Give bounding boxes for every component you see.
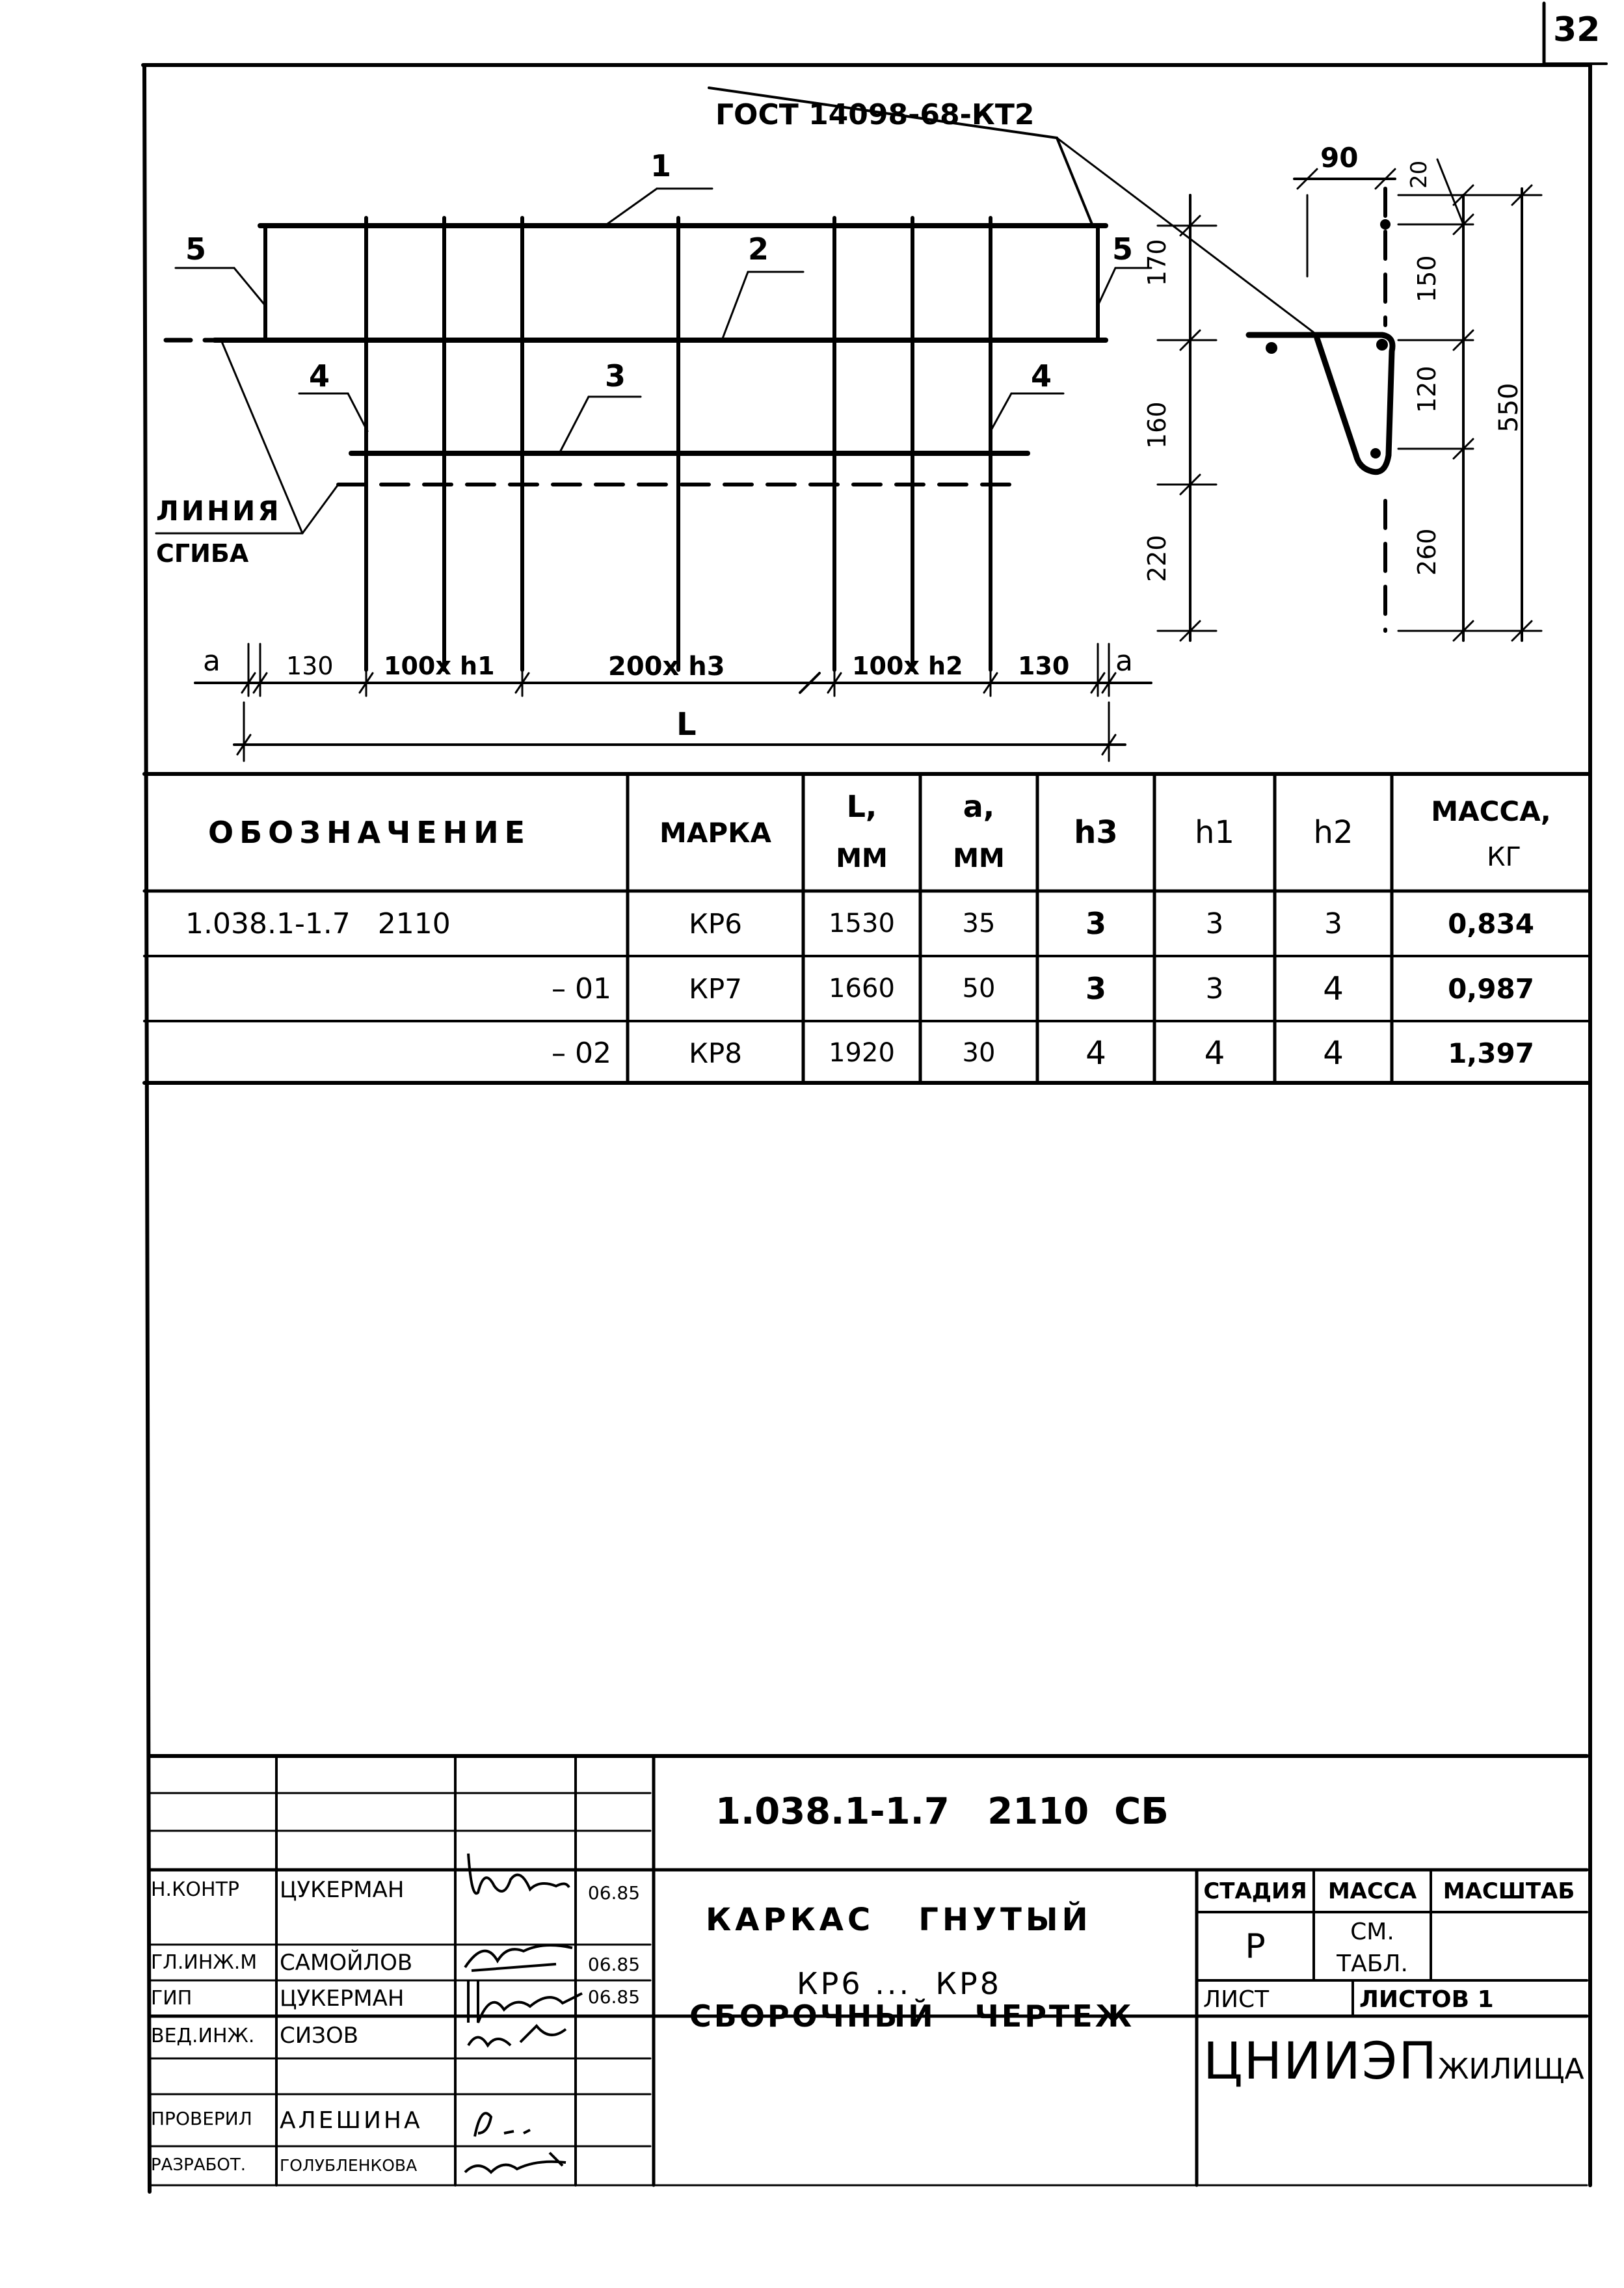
header-h3: h3 bbox=[1074, 814, 1118, 851]
signature-4 bbox=[459, 2016, 576, 2058]
header-h1: h1 bbox=[1195, 814, 1234, 851]
signature-2 bbox=[459, 1932, 579, 1980]
callout-2: 2 bbox=[748, 232, 769, 267]
sig-name-3: ЦУКЕРМАН bbox=[280, 1985, 405, 2012]
row1-a: 35 bbox=[962, 909, 996, 938]
section-dim-150: 150 bbox=[1413, 255, 1441, 302]
sig-role-4: ВЕД.ИНЖ. bbox=[151, 2024, 255, 2047]
row2-h2: 4 bbox=[1323, 970, 1344, 1007]
dim-130-right: 130 bbox=[1018, 652, 1070, 680]
stage-header: СТАДИЯ bbox=[1203, 1878, 1307, 1904]
row2-h3: 3 bbox=[1085, 971, 1106, 1006]
row1-h2: 3 bbox=[1324, 907, 1342, 940]
organization-name bbox=[1203, 2023, 1587, 2101]
row3-l: 1920 bbox=[829, 1038, 895, 1068]
row3-a: 30 bbox=[962, 1038, 996, 1068]
dim-130-left: 130 bbox=[286, 652, 334, 680]
sig-role-6: РАЗРАБОТ. bbox=[151, 2155, 246, 2175]
row3-designation: – 02 bbox=[552, 1036, 611, 1070]
sig-date-1: 06.85 bbox=[587, 1882, 641, 1904]
callout-4-right: 4 bbox=[1031, 358, 1052, 393]
row2-mark: КР7 bbox=[689, 972, 742, 1005]
header-mass: МАССА, bbox=[1431, 795, 1551, 827]
row1-h1: 3 bbox=[1205, 907, 1224, 940]
dim-170: 170 bbox=[1143, 239, 1171, 286]
callout-4-left: 4 bbox=[309, 358, 330, 393]
sheets-label: ЛИСТОВ 1 bbox=[1359, 1986, 1494, 2013]
row2-l: 1660 bbox=[829, 974, 895, 1004]
sig-role-1: Н.КОНТР bbox=[151, 1878, 239, 1901]
sig-role-2: ГЛ.ИНЖ.М bbox=[151, 1951, 258, 1974]
dim-100-h1: 100x h1 bbox=[384, 652, 495, 680]
row2-mass: 0,987 bbox=[1448, 972, 1534, 1005]
section-dim-550: 550 bbox=[1494, 382, 1524, 432]
header-l-unit: ММ bbox=[836, 844, 888, 873]
row1-h3: 3 bbox=[1085, 906, 1106, 941]
row2-h1: 3 bbox=[1205, 972, 1224, 1005]
callout-5-right: 5 bbox=[1112, 232, 1134, 267]
sig-name-2: САМОЙЛОВ bbox=[280, 1949, 413, 1976]
sig-role-3: ГИП bbox=[151, 1987, 193, 2010]
organization-small: ЖИЛИЩА bbox=[1438, 2052, 1584, 2086]
stage-value: Р bbox=[1245, 1926, 1266, 1966]
sig-name-6: ГОЛУБЛЕНКОВА bbox=[280, 2155, 418, 2175]
signature-1 bbox=[459, 1841, 576, 1912]
row1-designation: 1.038.1-1.7 2110 bbox=[185, 907, 451, 940]
dim-160: 160 bbox=[1143, 401, 1171, 449]
dim-total-l: L bbox=[676, 706, 697, 743]
callout-1: 1 bbox=[650, 148, 672, 183]
dim-220: 220 bbox=[1143, 535, 1171, 582]
sig-date-2: 06.85 bbox=[587, 1953, 641, 1975]
header-mass-unit: КГ bbox=[1487, 842, 1521, 872]
row3-mass: 1,397 bbox=[1448, 1037, 1534, 1069]
signature-5 bbox=[459, 2097, 576, 2146]
mass-header: МАССА bbox=[1327, 1878, 1417, 1904]
sig-date-3: 06.85 bbox=[587, 1986, 641, 2008]
header-a: a, bbox=[963, 789, 995, 824]
dim-100-h2: 100x h2 bbox=[852, 652, 963, 680]
bend-line-label-1: ЛИНИЯ bbox=[156, 495, 282, 527]
header-mark: МАРКА bbox=[659, 816, 771, 849]
header-l: L, bbox=[846, 789, 877, 824]
section-dim-20: 20 bbox=[1406, 160, 1432, 189]
row2-designation: – 01 bbox=[552, 972, 611, 1005]
row3-mark: КР8 bbox=[689, 1037, 742, 1069]
bend-line-label-2: СГИБА bbox=[156, 539, 249, 568]
header-h2: h2 bbox=[1313, 814, 1353, 851]
sig-name-1: ЦУКЕРМАН bbox=[280, 1876, 405, 1903]
row1-mark: КР6 bbox=[689, 907, 742, 940]
header-designation: ОБОЗНАЧЕНИЕ bbox=[208, 815, 531, 850]
header-a-unit: ММ bbox=[953, 844, 1005, 873]
sig-role-5: ПРОВЕРИЛ bbox=[151, 2108, 252, 2129]
dim-200-h3: 200x h3 bbox=[608, 652, 725, 682]
gost-label: ГОСТ 14098-68-КТ2 bbox=[715, 98, 1035, 131]
callout-5-left: 5 bbox=[185, 232, 207, 267]
callout-3: 3 bbox=[605, 358, 626, 393]
scale-header: МАСШТАБ bbox=[1443, 1878, 1575, 1904]
organization-big: ЦНИИЭП bbox=[1203, 2032, 1439, 2091]
section-dim-120: 120 bbox=[1413, 366, 1441, 413]
row3-h2: 4 bbox=[1323, 1034, 1344, 1072]
title-line-1: КАРКАС ГНУТЫЙ bbox=[706, 1902, 1092, 1938]
row1-l: 1530 bbox=[829, 909, 895, 938]
title-line-2: КР6 ... КР8 bbox=[797, 1966, 1002, 2001]
signature-6 bbox=[459, 2140, 576, 2185]
title-line-3: СБОРОЧНЫЙ ЧЕРТЕЖ bbox=[689, 1999, 1135, 2034]
mass-value-2: ТАБЛ. bbox=[1337, 1950, 1408, 1977]
section-dim-260: 260 bbox=[1413, 528, 1441, 576]
sig-name-4: СИЗОВ bbox=[280, 2023, 359, 2049]
page-number: 32 bbox=[1553, 10, 1601, 49]
section-dim-90: 90 bbox=[1320, 142, 1359, 174]
row2-a: 50 bbox=[962, 974, 996, 1004]
doc-code: 1.038.1-1.7 2110 СБ bbox=[715, 1790, 1169, 1833]
mass-value-1: СМ. bbox=[1350, 1918, 1394, 1945]
dim-a-left: a bbox=[203, 645, 220, 678]
dim-a-right: a bbox=[1115, 645, 1133, 678]
row3-h1: 4 bbox=[1204, 1034, 1225, 1072]
row1-mass: 0,834 bbox=[1448, 907, 1534, 940]
sig-name-5: АЛЕШИНА bbox=[280, 2107, 423, 2134]
sheet-label: ЛИСТ bbox=[1203, 1986, 1270, 2013]
row3-h3: 4 bbox=[1085, 1034, 1106, 1072]
